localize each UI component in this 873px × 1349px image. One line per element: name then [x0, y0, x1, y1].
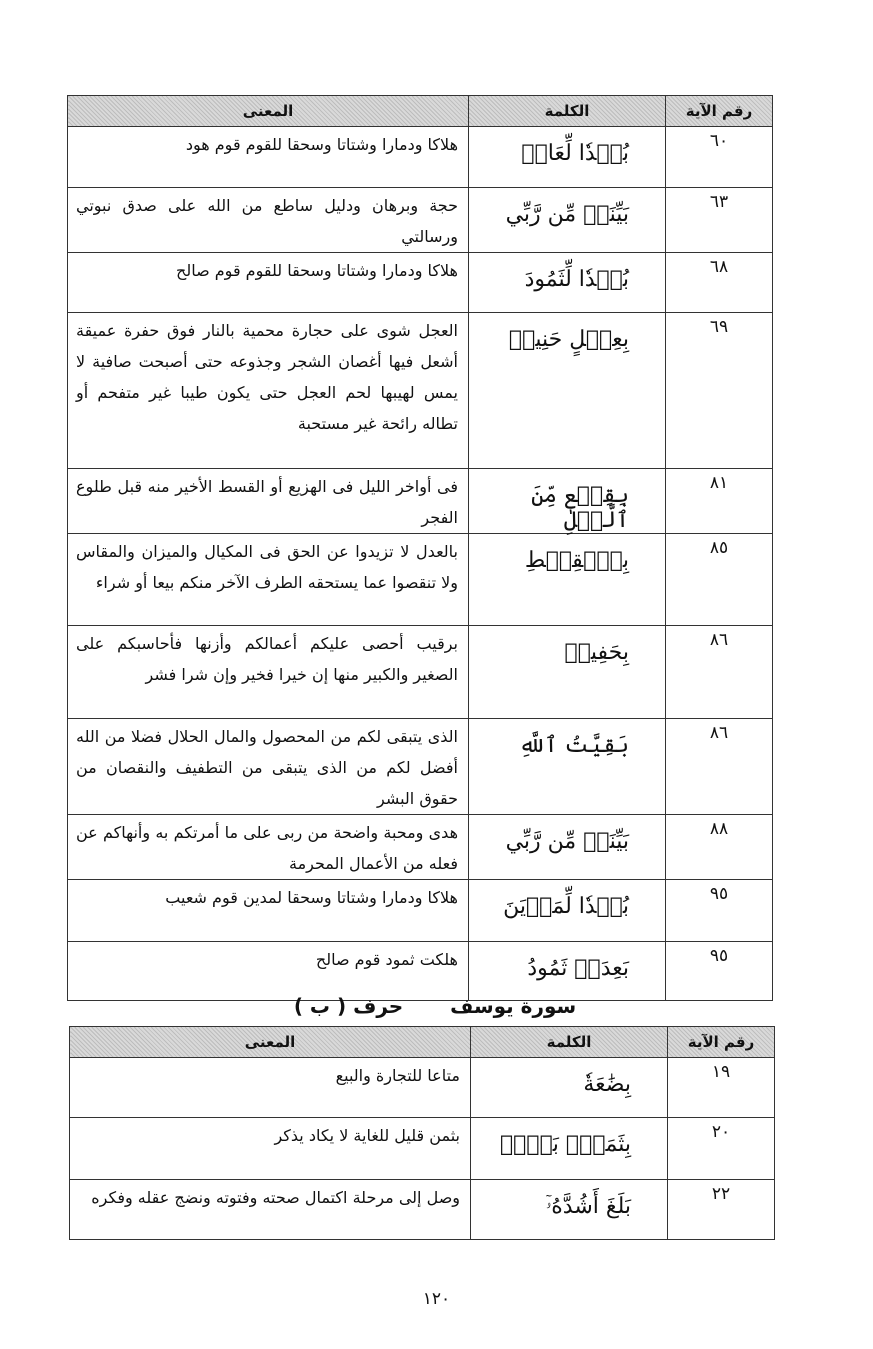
verse-number: ٦٩ [666, 313, 773, 469]
verse-number-header: رقم الآية [666, 96, 773, 127]
quran-word: بَقِيَّتُ ٱللَّهِ [469, 719, 666, 815]
word-meaning: متاعا للتجارة والبيع [70, 1058, 471, 1118]
quran-word: بِحَفِيظٖ [469, 626, 666, 719]
verse-number: ٩٥ [666, 942, 773, 1001]
quran-word: بِقِطۡعٖ مِّنَ ٱلَّيۡلِ [469, 469, 666, 534]
verse-number: ٢٢ [668, 1180, 775, 1240]
quran-word: بِٱلۡقِسۡطِ [469, 534, 666, 626]
word-meaning: هدى ومحبة واضحة من ربى على ما أمرتكم به وأنهاكم عن فعله من الأعمال المحرمة [68, 815, 469, 880]
verse-number: ٦٠ [666, 127, 773, 188]
sura-title: سورة يوسف [450, 994, 577, 1018]
table-row [68, 253, 773, 313]
word-meaning: بثمن قليل للغاية لا يكاد يذكر [70, 1118, 471, 1180]
word-header: الكلمة [471, 1027, 668, 1058]
quran-word: بُعۡدٗا لِّعَادٖ [469, 127, 666, 188]
quran-word: بَيِّنَةٖ مِّن رَّبِّي [469, 188, 666, 253]
table-row [68, 469, 773, 534]
word-meaning: حجة وبرهان ودليل ساطع من الله على صدق نبوتي ورسالتي [68, 188, 469, 253]
table-row [70, 1118, 775, 1180]
meaning-header: المعنى [70, 1027, 471, 1058]
table-header-row [70, 1027, 775, 1058]
table-row [68, 127, 773, 188]
word-meaning: الذى يتبقى لكم من المحصول والمال الحلال فضلا من الله أفضل لكم من الذى يتبقى من التطفيف والنقصان من حقوق البشر [68, 719, 469, 815]
table-row [70, 1058, 775, 1118]
verse-number: ٦٨ [666, 253, 773, 313]
word-meaning: العجل شوى على حجارة محمية بالنار فوق حفرة عميقة أشعل فيها أغصان الشجر وجذوعه حتى أصبحت صافية لا يمس لهيبها لحم العجل حتى يكون طيبا غير متفحم أو تطاله رائحة غير مستحبة [68, 313, 469, 469]
quran-word: بَعِدَتۡ ثَمُودُ [469, 942, 666, 1001]
table-row [68, 942, 773, 1001]
verse-number: ٨٦ [666, 719, 773, 815]
quran-word: بِعِجۡلٍ حَنِيذٖ [469, 313, 666, 469]
word-meaning: هلاكا ودمارا وشتاتا وسحقا لمدين قوم شعيب [68, 880, 469, 942]
verse-number: ٨٨ [666, 815, 773, 880]
quran-word: بَيِّنَةٖ مِّن رَّبِّي [469, 815, 666, 880]
word-meaning: بالعدل لا تزيدوا عن الحق فى المكيال والميزان والمقاس ولا تنقصوا عما يستحقه الطرف الآخر منكم بيعا أو شراء [68, 534, 469, 626]
word-meaning: هلاكا ودمارا وشتاتا وسحقا للقوم قوم هود [68, 127, 469, 188]
verse-number: ٨٥ [666, 534, 773, 626]
section-heading [220, 994, 650, 1018]
table-row [68, 313, 773, 469]
word-meaning: وصل إلى مرحلة اكتمال صحته وفتوته ونضج عقله وفكره [70, 1180, 471, 1240]
verse-number: ٩٥ [666, 880, 773, 942]
quran-word: بِضَٰعَةٗ [471, 1058, 668, 1118]
quran-word: بُعۡدٗا لِّمَدۡيَنَ [469, 880, 666, 942]
word-header: الكلمة [469, 96, 666, 127]
word-meaning: هلكت ثمود قوم صالح [68, 942, 469, 1001]
word-meaning: فى أواخر الليل فى الهزيع أو القسط الأخير منه قبل طلوع الفجر [68, 469, 469, 534]
verse-number: ٨١ [666, 469, 773, 534]
letter-label: حرف ( ب ) [293, 994, 404, 1018]
table-row [68, 719, 773, 815]
quran-word: بَلَغَ أَشُدَّهُۥٓ [471, 1180, 668, 1240]
table-header-row [68, 96, 773, 127]
words-table-hud [67, 95, 773, 1001]
table-row [70, 1180, 775, 1240]
quran-word: بُعۡدٗا لِّثَمُودَ [469, 253, 666, 313]
quran-word: بِثَمَنِۭ بَخۡسٖ [471, 1118, 668, 1180]
table-row [68, 626, 773, 719]
verse-number: ٢٠ [668, 1118, 775, 1180]
verse-number-header: رقم الآية [668, 1027, 775, 1058]
words-table-yusuf [69, 1026, 775, 1240]
table-row [68, 815, 773, 880]
table-row [68, 188, 773, 253]
word-meaning: هلاكا ودمارا وشتاتا وسحقا للقوم قوم صالح [68, 253, 469, 313]
table-row [68, 880, 773, 942]
verse-number: ٦٣ [666, 188, 773, 253]
page-number: ١٢٠ [422, 1289, 451, 1309]
meaning-header: المعنى [68, 96, 469, 127]
word-meaning: برقيب أحصى عليكم أعمالكم وأزنها فأحاسبكم على الصغير والكبير منها إن خيرا فخير وإن شرا فشر [68, 626, 469, 719]
verse-number: ١٩ [668, 1058, 775, 1118]
table-row [68, 534, 773, 626]
verse-number: ٨٦ [666, 626, 773, 719]
